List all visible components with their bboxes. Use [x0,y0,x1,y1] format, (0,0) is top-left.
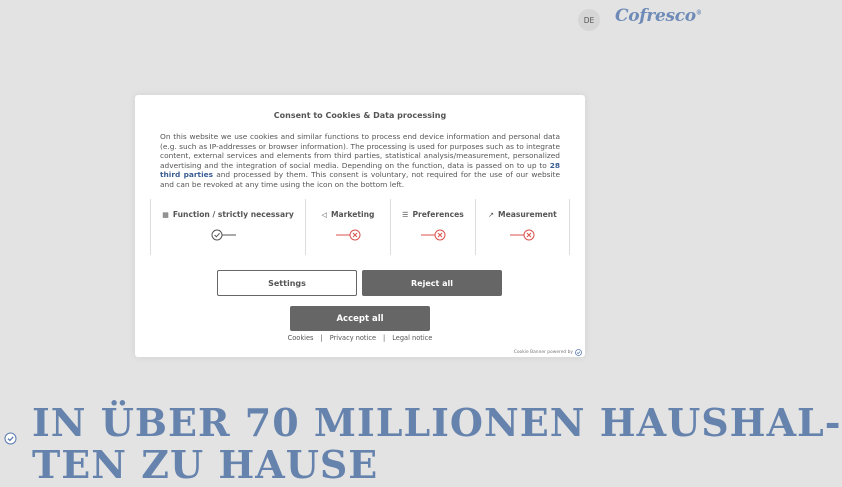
powered-by-text: Cookie Banner powered by [513,350,573,355]
category-preferences [391,199,476,255]
link-separator: | [320,334,323,342]
toggle-preferences[interactable] [420,229,446,241]
category-function-label: ▦ Function / strictly necessary [162,210,294,219]
brand-logo[interactable] [615,6,702,26]
hero-line-1: IN ÜBER 70 MILLIONEN HAUSHAL- [32,400,842,445]
privacy-notice-link[interactable]: Privacy notice [329,334,377,342]
category-measurement-label: ↗ Measurement [488,210,557,219]
sliders-icon: ☰ [402,211,409,219]
powered-by[interactable] [514,349,582,356]
provider-logo-icon [575,349,582,356]
chart-icon: ↗ [488,211,495,219]
hero-line-2: TEN ZU HAUSE [32,442,379,487]
toggle-measurement[interactable] [509,229,535,241]
cookie-settings-icon[interactable] [4,432,17,445]
grid-icon: ▦ [162,211,169,219]
reject-all-button[interactable]: Reject all [362,270,502,296]
logo-registered-mark: ® [695,9,702,17]
consent-modal [135,95,585,357]
consent-description [160,132,560,190]
consent-desc-part1: On this website we use cookies and similar functions to process end device information and personal data (e.g. such as IP-addresses or browser information). The processing is used for purposes such as to integrate content, external services and elements from third parties, statistical analysis/measurement, personalized advertising and the integration of social media. Depending on the function, data is passed on to up to [160,132,560,170]
consent-title: Consent to Cookies & Data processing [273,111,447,120]
toggle-marketing[interactable] [335,229,361,241]
category-preferences-label: ☰ Preferences [402,210,464,219]
category-marketing-label: ◁ Marketing [321,210,375,219]
category-function [151,199,306,255]
accept-all-button[interactable]: Accept all [290,306,430,331]
category-measurement [476,199,569,255]
legal-notice-link[interactable]: Legal notice [392,334,433,342]
megaphone-icon: ◁ [321,211,327,219]
link-separator: | [383,334,386,342]
consent-categories [150,199,570,255]
logo-text: Cofresco [615,6,696,26]
settings-button[interactable]: Settings [217,270,357,296]
consent-desc-part2: and processed by them. This consent is voluntary, not required for the use of our website and can be revoked at any time using the icon on the bottom left. [160,170,560,189]
hero-headline [32,400,842,487]
cookies-link[interactable]: Cookies [287,334,314,342]
language-button[interactable]: DE [578,9,600,31]
footer-links [135,334,585,342]
toggle-function[interactable] [211,229,237,241]
third-parties-link[interactable]: 28 third parties [160,160,560,180]
category-marketing [306,199,391,255]
